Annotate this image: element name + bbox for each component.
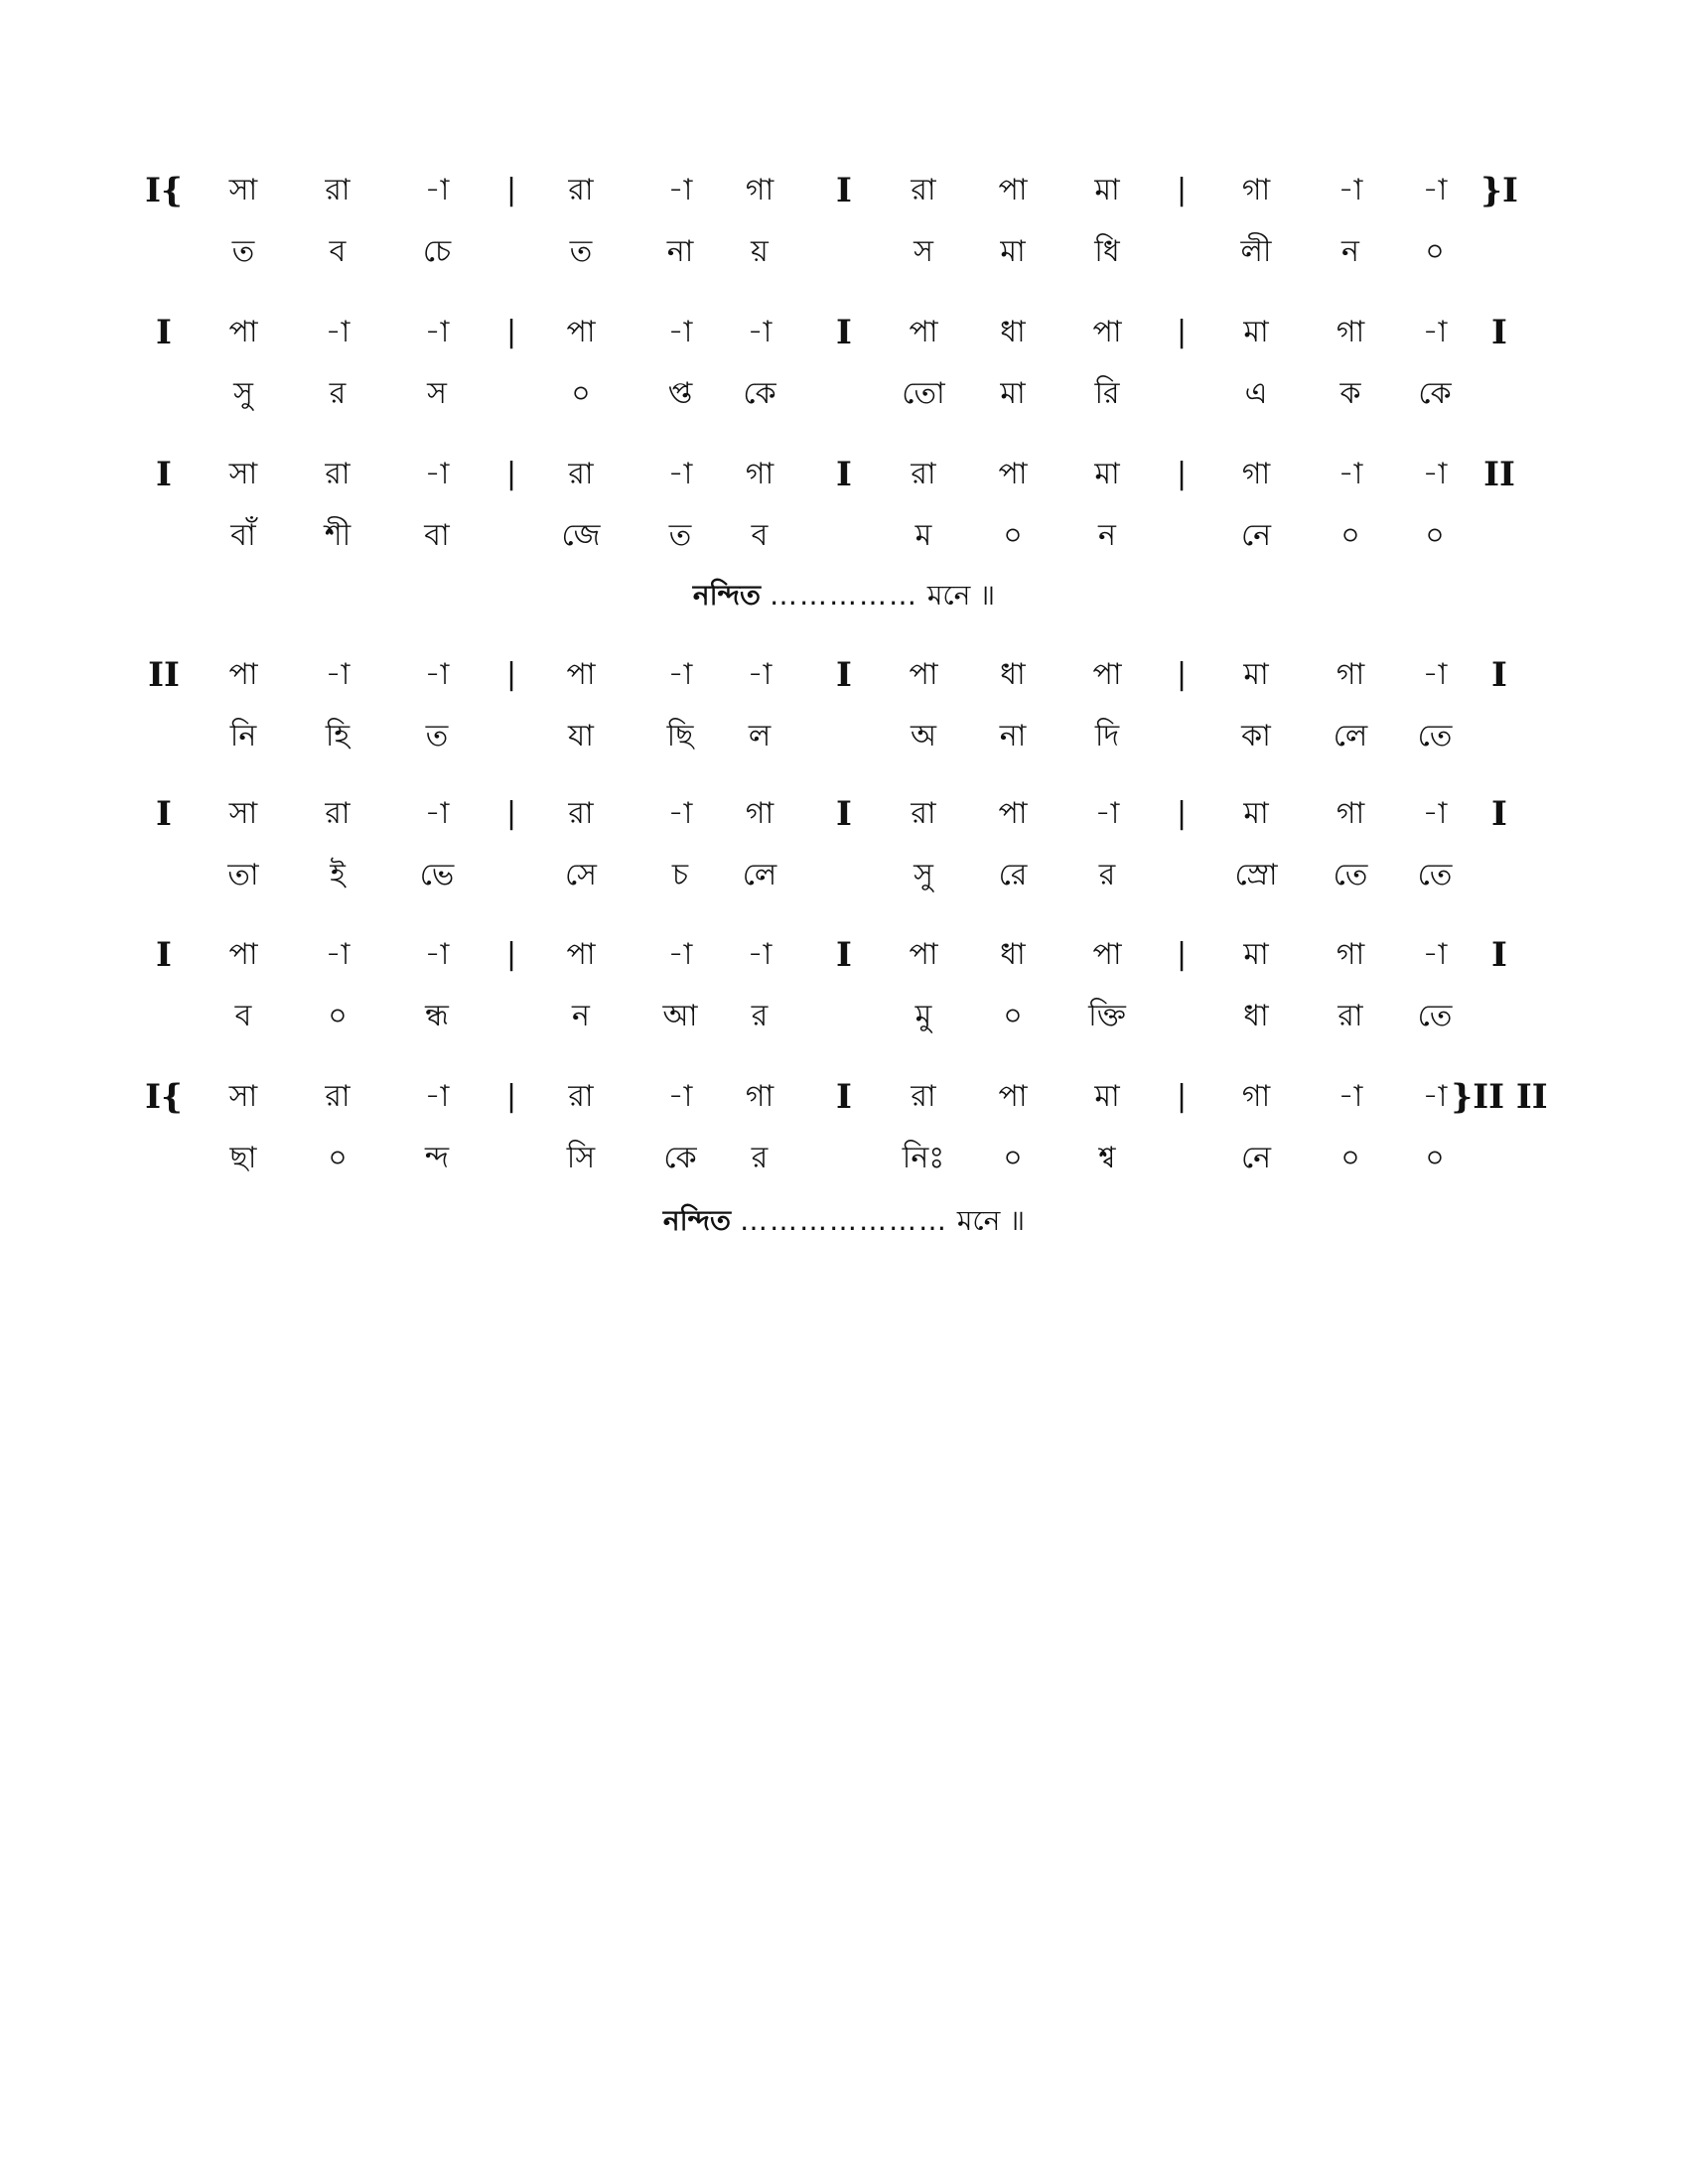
notation-row: [0, 645, 1688, 784]
lyric-line: [0, 364, 1688, 424]
swara-note: রা: [911, 796, 936, 831]
refrain-dots: …………………: [739, 1204, 948, 1237]
lyric-syllable: রে: [998, 858, 1028, 892]
row-start-mark: I: [156, 935, 172, 975]
lyric-syllable: ন: [572, 999, 590, 1033]
bar-line: |: [1176, 1079, 1188, 1114]
notation-row: [0, 303, 1688, 442]
swara-note: -া: [1422, 173, 1448, 207]
lyric-syllable: ক্তি: [1088, 999, 1126, 1033]
swara-note: গা: [1336, 657, 1365, 692]
swara-note: -া: [667, 657, 693, 692]
swara-note: পা: [909, 657, 938, 692]
swara-note: গা: [1241, 173, 1271, 207]
lyric-syllable: যা: [568, 719, 594, 753]
lyric-syllable: নি: [229, 719, 257, 753]
swara-note: -া: [747, 657, 773, 692]
swara-note: রা: [568, 1079, 594, 1114]
notation-row: [0, 925, 1688, 1064]
swara-note: পা: [998, 796, 1028, 831]
lyric-syllable: কে: [1418, 376, 1452, 411]
lyric-syllable: চ: [671, 858, 689, 892]
lyric-syllable: কে: [743, 376, 776, 411]
bar-line: |: [1176, 937, 1188, 972]
refrain-line: [0, 571, 1688, 620]
lyric-syllable: ০: [571, 376, 591, 411]
lyric-syllable: বাঁ: [230, 518, 256, 553]
lyric-syllable: তে: [1417, 999, 1453, 1033]
lyric-syllable: ০: [1425, 234, 1445, 269]
lyric-syllable: ব: [751, 518, 769, 553]
lyric-syllable: ন্ধ: [425, 999, 449, 1033]
swara-note: -া: [424, 1079, 450, 1114]
row-end-mark: I: [1491, 794, 1507, 834]
lyric-syllable: না: [666, 234, 694, 269]
swara-note: গা: [1241, 1079, 1271, 1114]
notation-row: [0, 1067, 1688, 1206]
swara-note: রা: [568, 796, 594, 831]
swara-note: গা: [1336, 937, 1365, 972]
swara-line: [0, 445, 1688, 504]
major-bar-line: I: [836, 655, 852, 695]
lyric-syllable: য়: [751, 234, 769, 269]
lyric-syllable: কা: [1241, 719, 1271, 753]
swara-note: -া: [424, 937, 450, 972]
bar-line: |: [1176, 457, 1188, 491]
lyric-syllable: ন্দ: [424, 1141, 450, 1175]
swara-note: সা: [228, 173, 258, 207]
notation-row: [0, 161, 1688, 300]
refrain-end: মনে ॥: [956, 1204, 1026, 1237]
swara-note: -া: [424, 457, 450, 491]
swara-note: রা: [325, 796, 351, 831]
swara-note: পা: [228, 657, 258, 692]
swara-note: -া: [667, 315, 693, 349]
lyric-syllable: ০: [1003, 999, 1023, 1033]
swara-note: -া: [667, 173, 693, 207]
swara-note: মা: [1094, 173, 1120, 207]
refrain-word: নন্দিত: [662, 1204, 732, 1237]
swara-note: গা: [745, 457, 774, 491]
swara-note: সা: [228, 1079, 258, 1114]
lyric-syllable: স: [427, 376, 447, 411]
swara-note: -া: [667, 796, 693, 831]
swara-note: পা: [1092, 315, 1122, 349]
row-start-mark: I{: [145, 1077, 183, 1117]
lyric-syllable: তে: [1333, 858, 1368, 892]
swara-note: -া: [1422, 1079, 1448, 1114]
swara-note: রা: [325, 457, 351, 491]
lyric-syllable: দি: [1094, 719, 1120, 753]
swara-note: মা: [1094, 1079, 1120, 1114]
lyric-syllable: সে: [565, 858, 597, 892]
lyric-syllable: অ: [911, 719, 936, 753]
swara-note: গা: [1336, 315, 1365, 349]
bar-line: |: [505, 796, 517, 831]
swara-note: -া: [1337, 457, 1363, 491]
row-end-mark: I: [1491, 313, 1507, 352]
swara-note: মা: [1243, 657, 1269, 692]
swara-line: [0, 1067, 1688, 1127]
lyric-syllable: না: [999, 719, 1027, 753]
row-end-mark: I: [1491, 655, 1507, 695]
major-bar-line: I: [836, 171, 852, 210]
lyric-syllable: ন: [1341, 234, 1359, 269]
swara-note: -া: [667, 937, 693, 972]
lyric-line: [0, 506, 1688, 566]
swara-note: পা: [998, 173, 1028, 207]
swara-note: গা: [1336, 796, 1365, 831]
lyric-syllable: র: [1098, 858, 1116, 892]
refrain-end: মনে ॥: [926, 579, 996, 612]
lyric-syllable: ত: [231, 234, 255, 269]
lyric-syllable: লে: [1333, 719, 1368, 753]
row-start-mark: I{: [145, 171, 183, 210]
bar-line: |: [1176, 657, 1188, 692]
row-end-mark: I: [1491, 935, 1507, 975]
swara-note: রা: [911, 173, 936, 207]
row-start-mark: I: [156, 455, 172, 494]
lyric-syllable: মা: [1000, 376, 1026, 411]
lyric-syllable: ভে: [419, 858, 455, 892]
lyric-syllable: তে: [1417, 719, 1453, 753]
lyric-syllable: নে: [1240, 518, 1272, 553]
swara-note: -া: [1422, 315, 1448, 349]
lyric-line: [0, 222, 1688, 282]
lyric-syllable: তা: [227, 858, 259, 892]
lyric-syllable: ০: [1340, 518, 1360, 553]
swara-note: -া: [1094, 796, 1120, 831]
swara-note: -া: [424, 657, 450, 692]
lyric-syllable: ম: [914, 518, 932, 553]
major-bar-line: I: [836, 794, 852, 834]
major-bar-line: I: [836, 313, 852, 352]
swara-line: [0, 784, 1688, 844]
bar-line: |: [1176, 315, 1188, 349]
lyric-syllable: মা: [1000, 234, 1026, 269]
lyric-syllable: ত: [425, 719, 449, 753]
lyric-syllable: স: [914, 234, 933, 269]
refrain-dots: ……………: [769, 579, 918, 612]
swara-note: ধা: [1000, 657, 1026, 692]
swara-note: মা: [1094, 457, 1120, 491]
swara-note: পা: [566, 657, 596, 692]
lyric-line: [0, 707, 1688, 766]
swara-note: -া: [424, 796, 450, 831]
lyric-syllable: ব: [234, 999, 252, 1033]
lyric-syllable: তে: [1417, 858, 1453, 892]
lyric-syllable: রা: [1337, 999, 1363, 1033]
bar-line: |: [505, 315, 517, 349]
swara-note: গা: [745, 796, 774, 831]
swara-note: রা: [911, 457, 936, 491]
bar-line: |: [505, 937, 517, 972]
row-start-mark: II: [148, 655, 180, 695]
swara-note: রা: [325, 173, 351, 207]
lyric-syllable: শ্ব: [1098, 1141, 1116, 1175]
lyric-syllable: আ: [662, 999, 698, 1033]
swara-note: পা: [566, 937, 596, 972]
lyric-syllable: ত: [569, 234, 593, 269]
swara-note: -া: [1422, 457, 1448, 491]
lyric-syllable: নে: [1240, 1141, 1272, 1175]
lyric-syllable: ০: [328, 1141, 348, 1175]
bar-line: |: [505, 457, 517, 491]
row-end-mark: II: [1483, 455, 1515, 494]
row-end-mark: }II II: [1451, 1077, 1548, 1117]
swara-line: [0, 925, 1688, 985]
notation-row: [0, 445, 1688, 584]
bar-line: |: [1176, 796, 1188, 831]
lyric-syllable: ন: [1098, 518, 1116, 553]
swara-note: -া: [747, 937, 773, 972]
swara-note: পা: [1092, 657, 1122, 692]
major-bar-line: I: [836, 455, 852, 494]
lyric-syllable: ০: [328, 999, 348, 1033]
swara-note: -া: [667, 457, 693, 491]
swara-note: সা: [228, 796, 258, 831]
bar-line: |: [505, 1079, 517, 1114]
row-start-mark: I: [156, 313, 172, 352]
lyric-syllable: প্ত: [667, 376, 693, 411]
swara-note: -া: [1422, 657, 1448, 692]
swara-note: গা: [745, 173, 774, 207]
lyric-syllable: বা: [424, 518, 450, 553]
lyric-syllable: সু: [233, 376, 253, 411]
swara-note: -া: [424, 173, 450, 207]
lyric-syllable: চে: [422, 234, 452, 269]
swara-note: রা: [568, 173, 594, 207]
row-end-mark: }I: [1480, 171, 1518, 210]
lyric-syllable: মু: [914, 999, 932, 1033]
swara-note: গা: [745, 1079, 774, 1114]
lyric-syllable: র: [329, 376, 347, 411]
swara-note: -া: [325, 657, 351, 692]
swara-note: সা: [228, 457, 258, 491]
bar-line: |: [1176, 173, 1188, 207]
lyric-syllable: ছি: [666, 719, 694, 753]
lyric-line: [0, 846, 1688, 905]
lyric-syllable: এ: [1244, 376, 1268, 411]
swara-note: পা: [909, 315, 938, 349]
lyric-syllable: ০: [1340, 1141, 1360, 1175]
swara-note: রা: [911, 1079, 936, 1114]
swara-note: -া: [1337, 1079, 1363, 1114]
lyric-syllable: কে: [663, 1141, 697, 1175]
lyric-syllable: নিঃ: [902, 1141, 945, 1175]
lyric-syllable: র: [751, 999, 769, 1033]
lyric-syllable: সি: [566, 1141, 596, 1175]
lyric-syllable: তো: [902, 376, 945, 411]
lyric-syllable: ল: [748, 719, 772, 753]
lyric-syllable: ০: [1425, 1141, 1445, 1175]
swara-note: -া: [1422, 796, 1448, 831]
swara-note: মা: [1243, 937, 1269, 972]
swara-note: রা: [325, 1079, 351, 1114]
swara-note: -া: [325, 315, 351, 349]
swara-note: -া: [747, 315, 773, 349]
swara-note: -া: [1422, 937, 1448, 972]
swara-line: [0, 645, 1688, 705]
swara-note: পা: [228, 937, 258, 972]
swara-line: [0, 303, 1688, 362]
swara-note: পা: [228, 315, 258, 349]
lyric-syllable: জে: [561, 518, 601, 553]
swara-note: -া: [424, 315, 450, 349]
swara-note: পা: [998, 457, 1028, 491]
lyric-syllable: ০: [1003, 518, 1023, 553]
notation-row: [0, 784, 1688, 923]
swara-note: পা: [566, 315, 596, 349]
swara-note: -া: [1337, 173, 1363, 207]
swara-note: -া: [325, 937, 351, 972]
swara-note: রা: [568, 457, 594, 491]
bar-line: |: [505, 173, 517, 207]
row-start-mark: I: [156, 794, 172, 834]
major-bar-line: I: [836, 1077, 852, 1117]
lyric-syllable: স্রো: [1234, 858, 1278, 892]
swara-note: -া: [667, 1079, 693, 1114]
lyric-syllable: ০: [1003, 1141, 1023, 1175]
lyric-syllable: ধা: [1243, 999, 1269, 1033]
lyric-line: [0, 1129, 1688, 1188]
lyric-syllable: লী: [1240, 234, 1272, 269]
lyric-syllable: শী: [324, 518, 352, 553]
swara-note: মা: [1243, 796, 1269, 831]
lyric-syllable: ধি: [1094, 234, 1120, 269]
lyric-syllable: ছা: [229, 1141, 257, 1175]
refrain-line: [0, 1196, 1688, 1246]
swara-note: পা: [998, 1079, 1028, 1114]
lyric-syllable: র: [751, 1141, 769, 1175]
refrain-word: নন্দিত: [692, 579, 762, 612]
lyric-line: [0, 987, 1688, 1046]
lyric-syllable: সু: [914, 858, 933, 892]
swara-line: [0, 161, 1688, 220]
lyric-syllable: ই: [330, 858, 346, 892]
major-bar-line: I: [836, 935, 852, 975]
swara-note: পা: [909, 937, 938, 972]
lyric-syllable: লে: [742, 858, 777, 892]
lyric-syllable: রি: [1094, 376, 1120, 411]
lyric-syllable: হি: [325, 719, 351, 753]
swara-note: পা: [1092, 937, 1122, 972]
swara-note: গা: [1241, 457, 1271, 491]
lyric-syllable: ০: [1425, 518, 1445, 553]
bar-line: |: [505, 657, 517, 692]
lyric-syllable: ব: [329, 234, 347, 269]
lyric-syllable: ক: [1339, 376, 1361, 411]
swara-note: ধা: [1000, 315, 1026, 349]
swara-note: ধা: [1000, 937, 1026, 972]
lyric-syllable: ত: [668, 518, 692, 553]
swara-note: মা: [1243, 315, 1269, 349]
